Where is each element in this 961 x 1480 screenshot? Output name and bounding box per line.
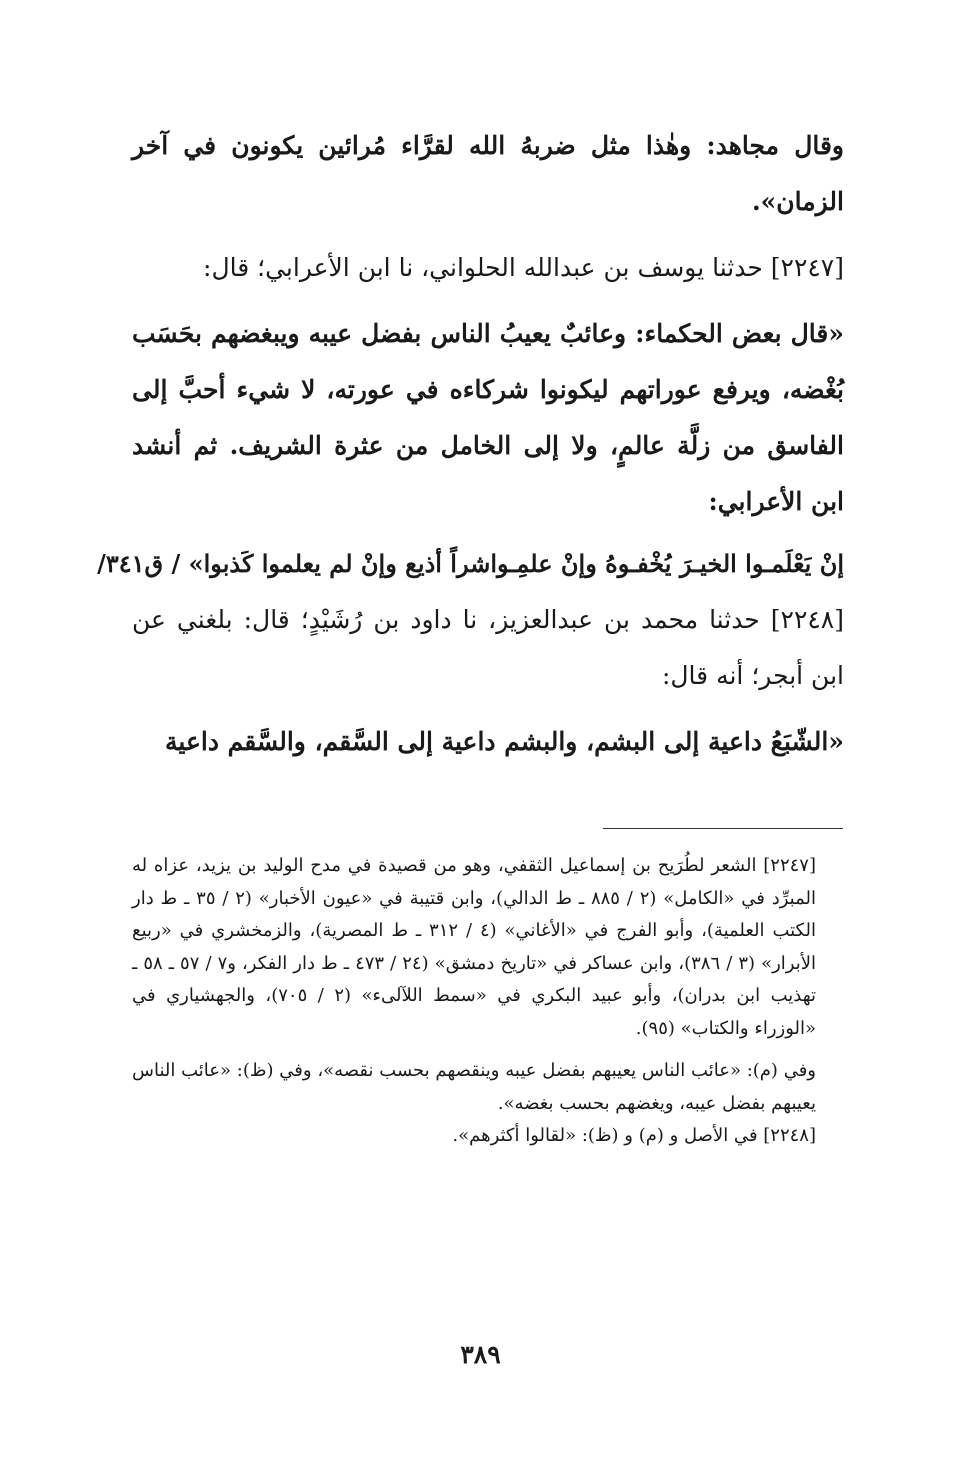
poem-verse (97, 536, 844, 592)
footnotes (132, 850, 844, 1153)
page-number: ٣٨٩ (460, 1340, 501, 1369)
footnote-separator (603, 828, 843, 829)
paragraph-2247: [٢٢٤٧] حدثنا يوسف بن عبدالله الحلواني، نا ابن الأعرابي؛ قال: (203, 253, 844, 282)
paragraph-mujahid: وقال مجاهد: وهٰذا مثل ضربهُ الله لقرَّاء مُرائين يكونون في آخر الزمان». (132, 131, 845, 216)
footnote-2248: [٢٢٤٨] في الأصل و (م) و (ظ): «لقالوا أكثرهم». (452, 1125, 816, 1146)
main-text (97, 118, 845, 770)
verse-first-hemistich: إنْ يَعْلَمـوا الخيـرَ يُخْفـوهُ وإنْ علمِـوا (490, 549, 844, 578)
footnote-2247: [٢٢٤٧] الشعر لطُرَيح بن إسماعيل الثقفي، وهو من قصيدة في مدح الوليد بن يزيد، عزاه له المبرِّد في «الكامل» (٢ / ٨٨٥ ـ ط الدالي)، وابن قتيبة في «عيون الأخبار» (٢ / ٣٥ ـ ط دار الكتب العلمية)، وأبو الفرج في «الأغاني» (٤ / ٣١٢ ـ ط المصرية)، والزمخشري في «ربيع الأبرار» (٣ / ٣٨٦)، وابن عساكر في «تاريخ دمشق» (٢٤ / ٤٧٣ ـ ط دار الفكر، و٧ / ٥٧ ـ ٥٨ ـ تهذيب ابن بدران)، وأبو عبيد البكري في «سمط اللآلىء» (٢ / ٧٠٥)، والجهشياري في «الوزراء والكتاب» (٩٥). (132, 855, 817, 1039)
paragraph-shiba: «الشّبَعُ داعية إلى البشم، والبشم داعية إلى السَّقم، والسَّقم داعية (165, 727, 844, 756)
paragraph-hukama: «قال بعض الحكماء: وعائبٌ يعيبُ الناس بفضل عيبه ويبغضهم بحَسَب بُغْضه، ويرفع عوراتهم ليكونوا شركاءه في عورته، لا شيء أحبَّ إلى الفاسق من زلَّة عالمٍ، ولا إلى الخامل من عثرة الشريف. ثم أنشد ابن الأعرابي: (132, 319, 844, 516)
paragraph-2248: [٢٢٤٨] حدثنا محمد بن عبدالعزيز، نا داود بن رُشَيْدٍ؛ قال: بلغني عن ابن أبجر؛ أنه قال: (132, 605, 844, 690)
verse-second-hemistich: شراً أذيع وإنْ لم يعلموا كَذبوا» / ق٣٤١/ (97, 549, 491, 578)
footnote-variants: وفي (م): «عائب الناس يعيبهم بفضل عيبه وينقصهم بحسب نقصه»، وفي (ظ): «عائب الناس يعيبهم بفضل عيبه، ويغضهم بحسب بغضه». (132, 1060, 816, 1114)
